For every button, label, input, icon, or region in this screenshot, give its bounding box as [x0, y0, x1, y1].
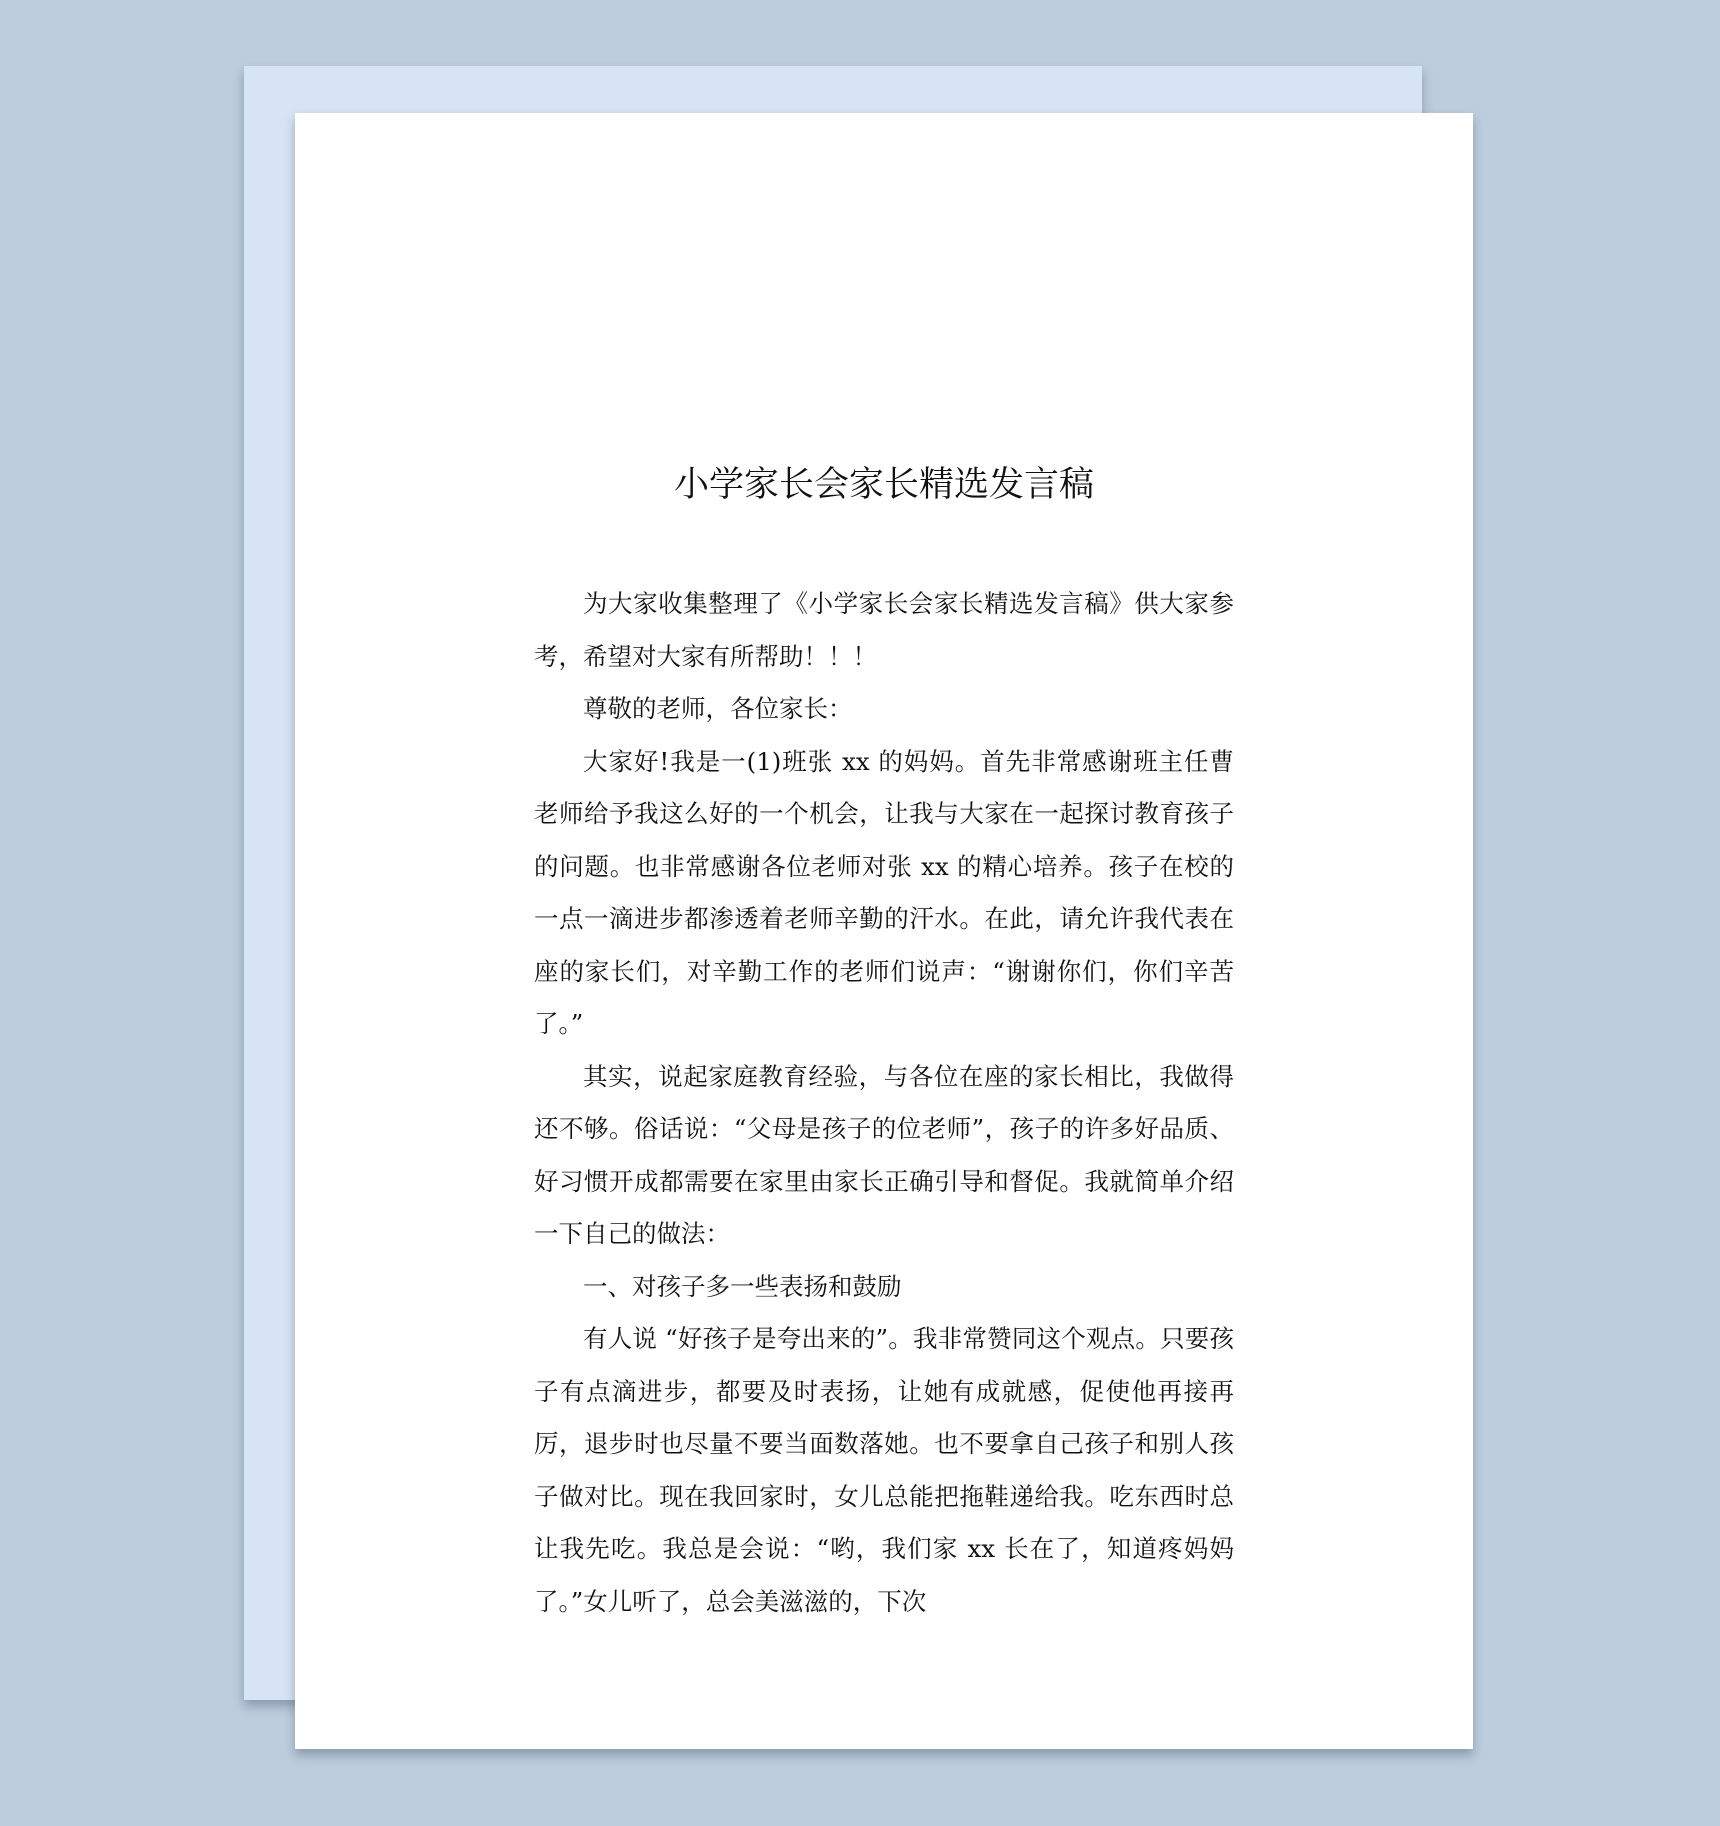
paragraph-experience: 其实，说起家庭教育经验，与各位在座的家长相比，我做得还不够。俗话说：“父母是孩子的位老师”，孩子的许多好品质、好习惯开成都需要在家里由家长正确引导和督促。我就简单介绍一下自己的做法：: [534, 1061, 1234, 1248]
document-page: [295, 113, 1473, 1749]
paragraph-greeting: 大家好!我是一(1)班张 xx 的妈妈。首先非常感谢班主任曹老师给予我这么好的一个机会，让我与大家在一起探讨教育孩子的问题。也非常感谢各位老师对张 xx 的精心培养。孩子在校的一点一滴进步都渗透着老师辛勤的汗水。在此，请允许我代表在座的家长们，对辛勤工作的老师们说声：“谢谢你们，你们辛苦了。”: [534, 746, 1234, 1038]
section-heading-praise: 一、对孩子多一些表扬和鼓励: [583, 1271, 902, 1301]
paragraph-intro: 为大家收集整理了《小学家长会家长精选发言稿》供大家参考，希望对大家有所帮助！！！: [534, 589, 1234, 671]
paragraph-salutation: 尊敬的老师，各位家长：: [583, 694, 853, 723]
document-body: [534, 578, 1234, 1628]
document-title: 小学家长会家长精选发言稿: [673, 465, 1094, 505]
paragraph-praise: 有人说 “好孩子是夸出来的”。我非常赞同这个观点。只要孩子有点滴进步，都要及时表扬，让她有成就感，促使他再接再厉，退步时也尽量不要当面数落她。也不要拿自己孩子和别人孩子做对比。现在我回家时，女儿总能把拖鞋递给我。吃东西时总让我先吃。我总是会说：“哟，我们家 xx 长在了，知道疼妈妈了。”女儿听了，总会美滋滋的，下次: [534, 1324, 1234, 1616]
